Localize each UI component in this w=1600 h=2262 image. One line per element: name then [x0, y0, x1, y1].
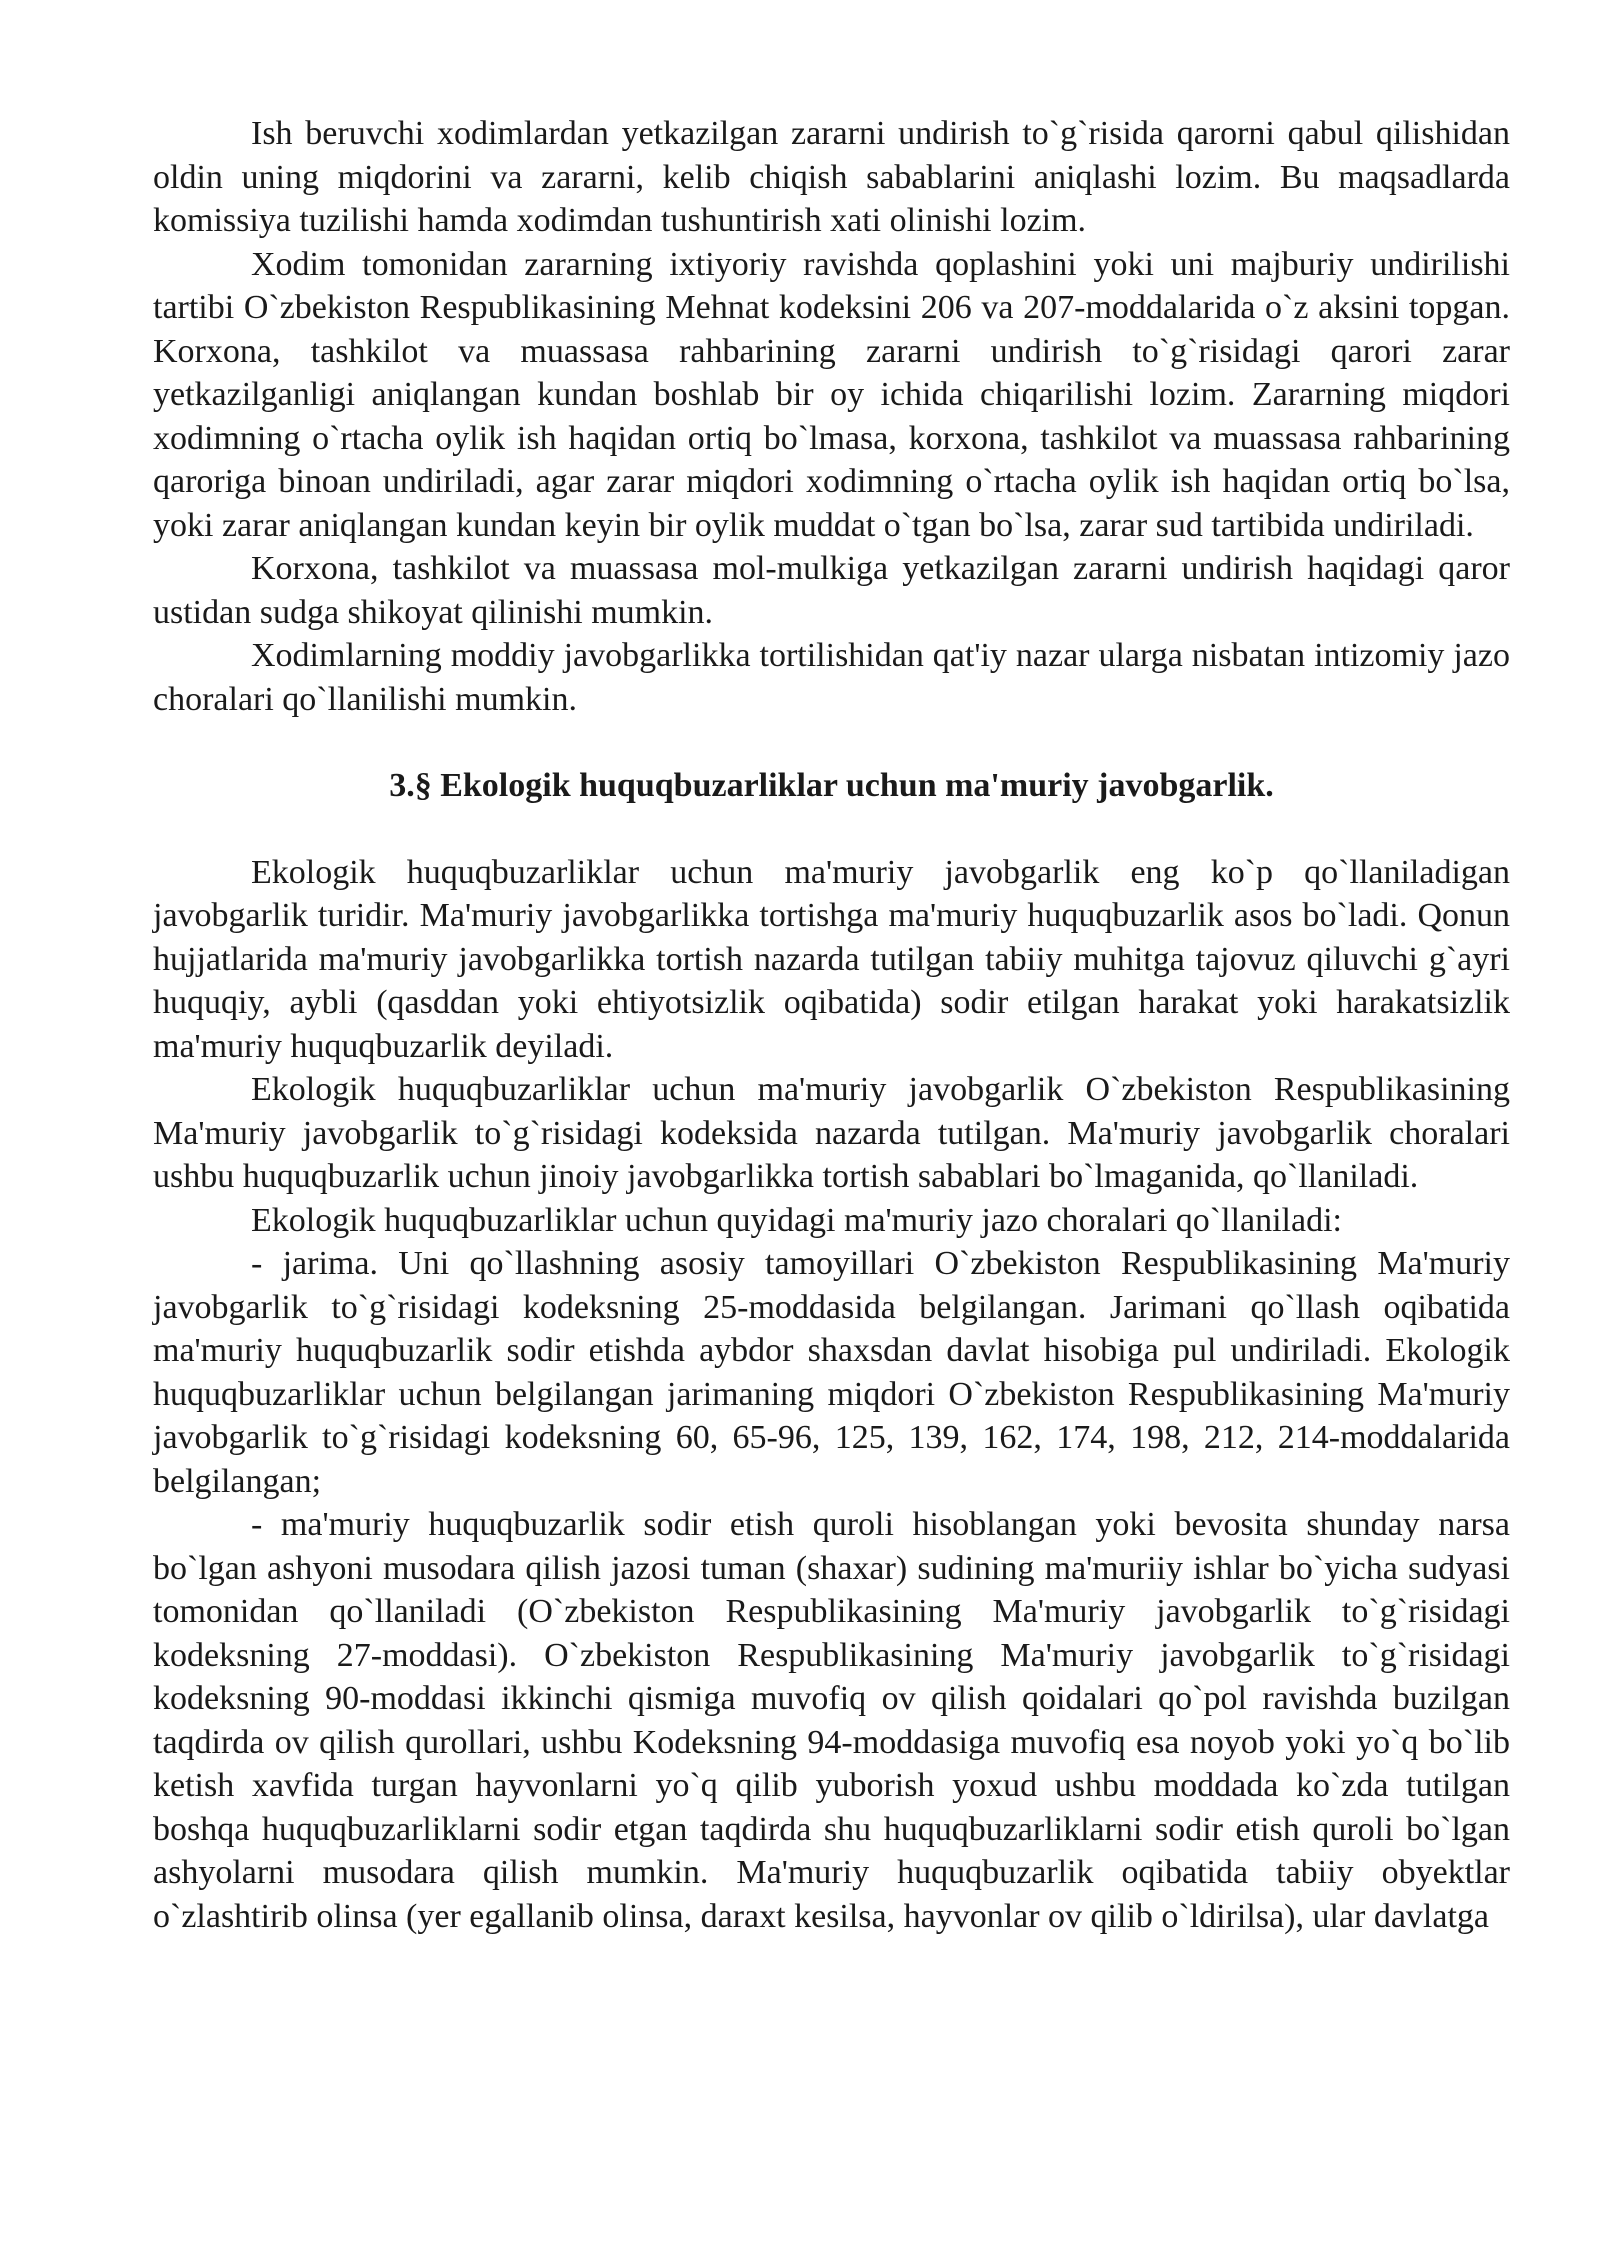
- list-item-paragraph: - ma'muriy huquqbuzarlik sodir etish quroli hisoblangan yoki bevosita shunday narsa bo`lgan ashyoni musodara qilish jazosi tuman (shaxar) sudining ma'muriiy ishlar bo`yicha sudyasi tomonidan qo`llaniladi (O`zbekiston Respublikasining Ma'muriy javobgarlik to`g`risidagi kodeksning 27-moddasi). O`zbekiston Respublikasining Ma'muriy javobgarlik to`g`risidagi kodeksning 90-moddasi ikkinchi qismiga muvofiq ov qilish qoidalari qo`pol ravishda buzilgan taqdirda ov qilish qurollari, ushbu Kodeksning 94-moddasiga muvofiq esa noyob yoki yo`q bo`lib ketish xavfida turgan hayvonlarni yo`q qilib yuborish yoxud ushbu moddada ko`zda tutilgan boshqa huquqbuzarliklarni sodir etgan taqdirda shu huquqbuzarliklarni sodir etish quroli bo`lgan ashyolarni musodara qilish mumkin. Ma'muriy huquqbuzarlik oqibatida tabiiy obyektlar o`zlashtirib olinsa (yer egallanib olinsa, daraxt kesilsa, hayvonlar ov qilib o`ldirilsa), ular davlatga: [153, 1506, 1510, 1935]
- list-item-paragraph: - jarima. Uni qo`llashning asosiy tamoyillari O`zbekiston Respublikasining Ma'muriy javobgarlik to`g`risidagi kodeksning 25-moddasida belgilangan. Jarimani qo`llash oqibatida ma'muriy huquqbuzarlik sodir etishda aybdor shaxsdan davlat hisobiga pul undiriladi. Ekologik huquqbuzarliklar uchun belgilangan jarimaning miqdori O`zbekiston Respublikasining Ma'muriy javobgarlik to`g`risidagi kodeksning 60, 65-96, 125, 139, 162, 174, 198, 212, 214-moddalarida belgilangan;: [153, 1245, 1510, 1500]
- paragraph: Ekologik huquqbuzarliklar uchun ma'muriy javobgarlik eng ko`p qo`llaniladigan javobgarlik turidir. Ma'muriy javobgarlikka tortishga ma'muriy huquqbuzarlik asos bo`ladi. Qonun hujjatlarida ma'muriy javobgarlikka tortish nazarda tutilgan tabiiy muhitga tajovuz qiluvchi g`ayri huquqiy, aybli (qasddan yoki ehtiyotsizlik oqibatida) sodir etilgan harakat yoki harakatsizlik ma'muriy huquqbuzarlik deyiladi.: [153, 853, 1510, 1065]
- paragraph: Xodim tomonidan zararning ixtiyoriy ravishda qoplashini yoki uni majburiy undirilishi tartibi O`zbekiston Respublikasining Mehnat kodeksini 206 va 207-moddalarida o`z aksini topgan. Korxona, tashkilot va muassasa rahbarining zararni undirish to`g`risidagi qarori zarar yetkazilganligi aniqlangan kundan boshlab bir oy ichida chiqarilishi lozim. Zararning miqdori xodimning o`rtacha oylik ish haqidan ortiq bo`lmasa, korxona, tashkilot va muassasa rahbarining qaroriga binoan undiriladi, agar zarar miqdori xodimning o`rtacha oylik ish haqidan ortiq bo`lsa, yoki zarar aniqlangan kundan keyin bir oylik muddat o`tgan bo`lsa, zarar sud tartibida undiriladi.: [153, 245, 1510, 544]
- spacer: [153, 808, 1510, 851]
- paragraph: Ish beruvchi xodimlardan yetkazilgan zararni undirish to`g`risida qarorni qabul qilishidan oldin uning miqdorini va zararni, kelib chiqish sabablarini aniqlashi lozim. Bu maqsadlarda komissiya tuzilishi hamda xodimdan tushuntirish xati olinishi lozim.: [153, 115, 1510, 239]
- paragraph: Xodimlarning moddiy javobgarlikka tortilishidan qat'iy nazar ularga nisbatan intizomiy jazo choralari qo`llanilishi mumkin.: [153, 637, 1510, 718]
- document-page: [153, 112, 1510, 1938]
- paragraph: Korxona, tashkilot va muassasa mol-mulkiga yetkazilgan zararni undirish haqidagi qaror ustidan sudga shikoyat qilinishi mumkin.: [153, 550, 1510, 631]
- paragraph: Ekologik huquqbuzarliklar uchun quyidagi ma'muriy jazo choralari qo`llaniladi:: [251, 1201, 1342, 1239]
- spacer: [153, 721, 1510, 764]
- paragraph: Ekologik huquqbuzarliklar uchun ma'muriy javobgarlik O`zbekiston Respublikasining Ma'muriy javobgarlik to`g`risidagi kodeksida nazarda tutilgan. Ma'muriy javobgarlik choralari ushbu huquqbuzarlik uchun jinoiy javobgarlikka tortish sabablari bo`lmaganida, qo`llaniladi.: [153, 1071, 1510, 1195]
- section-heading: 3.§ Ekologik huquqbuzarliklar uchun ma'muriy javobgarlik.: [389, 767, 1274, 804]
